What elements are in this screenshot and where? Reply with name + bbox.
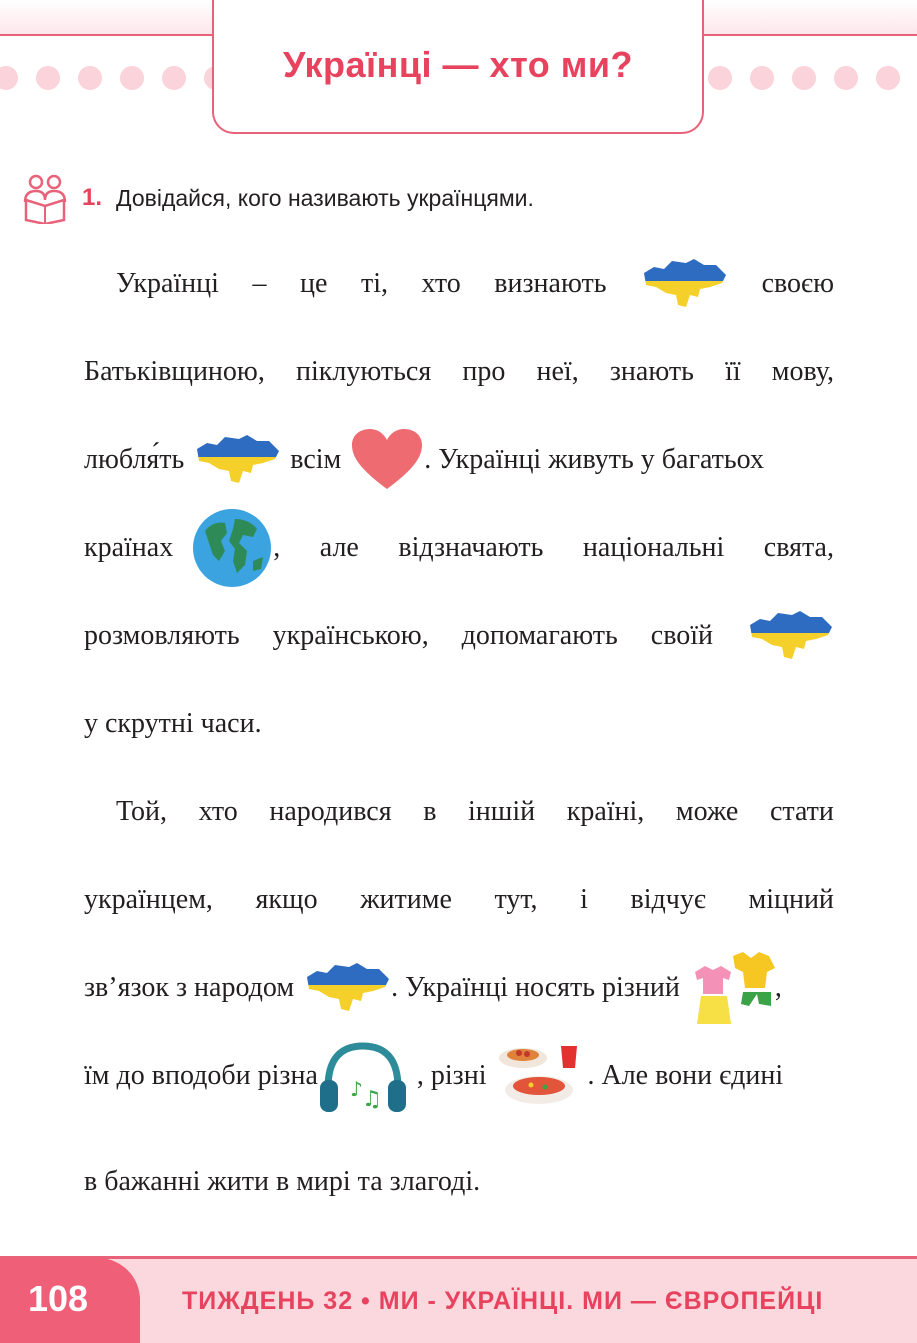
word: своїй	[650, 620, 713, 651]
word: стати	[769, 796, 834, 827]
task-text: Довідайся, кого називають українцями.	[116, 184, 534, 211]
word: всім	[290, 444, 342, 475]
word: допомагають	[461, 620, 618, 651]
task-heading	[20, 172, 534, 224]
word: любля́ть	[84, 444, 185, 475]
word: неї,	[536, 356, 579, 387]
word: в бажанні жити в мирі та злагоді.	[84, 1166, 481, 1197]
word: свята,	[763, 532, 834, 563]
word: тут,	[494, 884, 538, 915]
two-readers-book-icon	[20, 172, 70, 224]
ukraine-map-flag-icon	[640, 255, 728, 313]
word: українською,	[272, 620, 429, 651]
footer-week-title: ТИЖДЕНЬ 32 • МИ - УКРАЇНЦІ. МИ — ЄВРОПЕЙЦІ	[182, 1287, 824, 1315]
word: Батьківщиною,	[84, 356, 265, 387]
word: . Українці носять різний	[391, 972, 680, 1003]
svg-text:♪: ♪	[349, 1077, 363, 1101]
word: знають	[609, 356, 694, 387]
word: але	[319, 532, 359, 563]
word: ,	[774, 972, 782, 1003]
word: країні,	[566, 796, 645, 827]
clothes-icon	[689, 948, 775, 1028]
word: відзначають	[398, 532, 544, 563]
paragraph1-line6	[84, 684, 834, 764]
paragraph1-line5	[84, 596, 834, 676]
word: зв’язок з народом	[84, 972, 295, 1003]
word: їм до вподоби різна	[84, 1060, 318, 1091]
word: своєю	[761, 268, 834, 299]
word: в	[423, 796, 437, 827]
word: і	[580, 884, 588, 915]
word: мову,	[771, 356, 834, 387]
word: Той,	[116, 796, 167, 827]
ukraine-map-flag-icon	[193, 431, 281, 489]
word: країнах	[84, 532, 174, 563]
headphones-music-icon	[318, 1036, 408, 1116]
word: розмовляють	[84, 620, 240, 651]
word: житиме	[360, 884, 452, 915]
word: , різні	[416, 1060, 487, 1091]
word: піклуються	[296, 356, 432, 387]
countries-with-globe	[84, 507, 280, 589]
page-title: Українці — хто ми?	[283, 44, 633, 85]
title-box	[212, 0, 704, 134]
word: може	[675, 796, 739, 827]
footer-line	[0, 1256, 917, 1259]
decorative-dots-left	[0, 66, 228, 90]
word: національні	[582, 532, 725, 563]
word: –	[252, 268, 267, 299]
food-icon	[495, 1040, 587, 1112]
word: її	[725, 356, 741, 387]
page-number: 108	[28, 1278, 89, 1319]
paragraph1-line3	[84, 420, 834, 500]
svg-text:♫: ♫	[361, 1087, 382, 1112]
ukraine-map-flag-icon	[746, 607, 834, 665]
word: хто	[421, 268, 461, 299]
word: ,	[273, 532, 281, 563]
word: . Українці живуть у багатьох	[424, 444, 764, 475]
word: у скрутні часи.	[84, 708, 262, 739]
word: визнають	[494, 268, 607, 299]
paragraph2-line2	[84, 860, 834, 940]
word: хто	[198, 796, 238, 827]
word: про	[462, 356, 506, 387]
word: відчує	[630, 884, 706, 915]
word: якщо	[255, 884, 318, 915]
paragraph1-line1	[84, 244, 834, 324]
paragraph2-line1	[84, 772, 834, 852]
paragraph1-line2	[84, 332, 834, 412]
word: міцний	[748, 884, 834, 915]
paragraph2-line4	[84, 1036, 834, 1116]
word: . Але вони єдині	[587, 1060, 784, 1091]
word: Українці	[116, 268, 219, 299]
globe-icon	[191, 507, 273, 589]
decorative-dots-right	[708, 66, 900, 90]
word: українцем,	[84, 884, 213, 915]
paragraph1-line4	[84, 508, 834, 588]
task-number: 1.	[82, 184, 103, 211]
word: народився	[269, 796, 392, 827]
paragraph2-line5	[84, 1142, 834, 1222]
word: ті,	[360, 268, 388, 299]
word: іншій	[468, 796, 536, 827]
word: це	[300, 268, 328, 299]
ukraine-map-flag-icon	[303, 959, 391, 1017]
heart-icon	[350, 427, 424, 493]
paragraph2-line3	[84, 948, 834, 1028]
